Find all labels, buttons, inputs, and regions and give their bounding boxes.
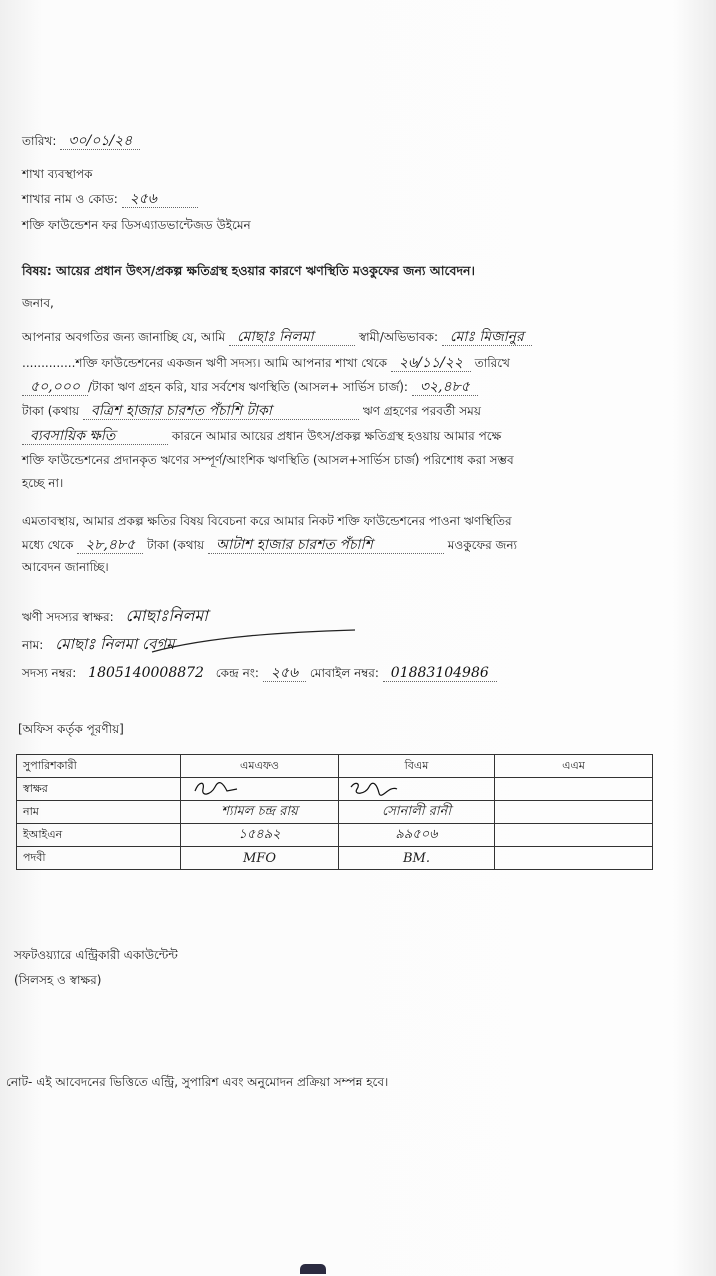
letter-line-3 xyxy=(22,378,478,396)
guardian-label: স্বামী/অভিভাবক: xyxy=(358,330,439,344)
column-header: বিএম xyxy=(339,755,495,778)
mobile-label: মোবাইল নম্বর: xyxy=(309,666,379,680)
mfo-signature-cell xyxy=(181,778,339,801)
column-header: এমএফও xyxy=(181,755,339,778)
mfo-ein: ১৫৪৯২ xyxy=(181,824,339,847)
letter-line-6: শক্তি ফাউন্ডেশনের প্রদানকৃত ঋণের সম্পূর্ণ/আংশিক ঋণস্থিতি (আসল+সার্ভিস চার্জ) পরিশোধ করা সম্ভব xyxy=(22,453,514,467)
loss-reason: ব্যবসায়িক ক্ষতি xyxy=(22,428,168,445)
letter-line-5 xyxy=(22,427,501,445)
waiver-suffix: মওকুফের জন্য xyxy=(447,538,517,552)
letter-line-4 xyxy=(22,402,481,420)
name-label: নাম: xyxy=(22,638,44,652)
member-number: 1805140008872 xyxy=(88,665,204,681)
guardian-name: মোঃ মিজানুর xyxy=(442,329,532,346)
waiver-words: আটাশ হাজার চারশত পঁচাশি xyxy=(208,537,444,554)
date-line xyxy=(22,132,140,150)
signature-label: ঋণী সদস্যর স্বাক্ষর: xyxy=(22,610,114,624)
member-text: ..............শক্তি ফাউন্ডেশনের একজন ঋণী সদস্য। আমি আপনার শাখা থেকে xyxy=(22,356,388,370)
row-label: ইআইএন xyxy=(17,824,181,847)
bm-signature-cell xyxy=(339,778,495,801)
branch-label: শাখার নাম ও কোড: xyxy=(22,192,118,206)
loan-date: ২৬/১১/২২ xyxy=(391,355,471,372)
applicant-name: মোছাঃ নিলমা xyxy=(229,329,355,346)
member-signature: মোছাঃনিলমা xyxy=(125,606,208,625)
loan-amount: ৫০,০০০ xyxy=(22,379,88,396)
letter-line-2 xyxy=(22,354,510,372)
table-row xyxy=(17,847,653,870)
table-row xyxy=(17,778,653,801)
salutation: জনাব, xyxy=(22,296,54,310)
words-label: টাকা (কথায় xyxy=(22,404,80,418)
date-suffix: তারিখে xyxy=(474,356,510,370)
bm-name: সোনালী রানী xyxy=(339,801,495,824)
from-label: মধ্যে থেকে xyxy=(22,538,74,552)
waiver-amount: ২৮,৪৮৫ xyxy=(77,537,143,554)
member-number-label: সদস্য নম্বর: xyxy=(22,666,77,680)
bm-designation: BM. xyxy=(339,847,495,870)
pen-stroke-decoration xyxy=(150,622,360,662)
outstanding-amount: ৩২,৪৮৫ xyxy=(412,379,478,396)
mfo-designation: MFO xyxy=(181,847,339,870)
table-header-row xyxy=(17,755,653,778)
row-label: পদবী xyxy=(17,847,181,870)
loan-text: /টাকা ঋণ গ্রহন করি, যার সর্বশেষ ঋণস্থিতি (আসল+ সার্ভিস চার্জ): xyxy=(87,380,408,394)
center-label: কেন্দ্র নং: xyxy=(215,666,259,680)
table-row xyxy=(17,824,653,847)
member-name: মোছাঃ নিলমা বেগম xyxy=(55,635,175,653)
date-value: ৩০/০১/২৪ xyxy=(60,133,140,150)
date-label: তারিখ: xyxy=(22,134,57,148)
branch-line xyxy=(22,190,198,208)
scan-mark xyxy=(300,1264,326,1274)
request-line-3: আবেদন জানাচ্ছি। xyxy=(22,560,109,574)
subject-line: বিষয়: আয়ের প্রধান উৎস/প্রকল্প ক্ষতিগ্রস্থ হওয়ার কারণে ঋণস্থিতি মওকুফের জন্য আবেদন। xyxy=(22,263,475,278)
after-words-text: ঋণ গ্রহণের পরবর্তী সময় xyxy=(362,404,481,418)
bm-ein: ৯৯৫০৬ xyxy=(339,824,495,847)
bm-signature xyxy=(345,779,405,797)
column-header: সুপারিশকারী xyxy=(17,755,181,778)
addressee: শাখা ব্যবস্থাপক xyxy=(22,167,93,181)
recommendation-table xyxy=(16,754,653,870)
reason-suffix: কারনে আমার আয়ের প্রধান উৎস/প্রকল্প ক্ষতিগ্রস্থ হওয়ায় আমার পক্ষে xyxy=(171,429,502,443)
letter-line-7: হচ্ছে না। xyxy=(22,476,64,490)
request-line-2 xyxy=(22,536,517,554)
mfo-signature xyxy=(187,779,247,797)
center-number: ২৫৬ xyxy=(263,665,306,682)
accountant-title: সফটওয়্যারে এন্ট্রিকারী একাউন্টেন্ট xyxy=(14,948,178,962)
am-signature-cell xyxy=(495,778,653,801)
column-header: এএম xyxy=(495,755,653,778)
am-ein xyxy=(495,824,653,847)
branch-value: ২৫৬ xyxy=(122,191,198,208)
member-number-line xyxy=(22,664,497,682)
intro-text: আপনার অবগতির জন্য জানাচ্ছি যে, আমি xyxy=(22,330,226,344)
accountant-subtitle: (সিলসহ ও স্বাক্ষর) xyxy=(14,973,102,987)
taka-words-label: টাকা (কথায় xyxy=(146,538,205,552)
outstanding-words: বত্রিশ হাজার চারশত পঁচাশি টাকা xyxy=(83,403,359,420)
request-line-1: এমতাবস্থায়, আমার প্রকল্প ক্ষতির বিষয় বিবেচনা করে আমার নিকট শক্তি ফাউন্ডেশনের পাওনা ঋণস্থিতির xyxy=(22,514,512,528)
mfo-name: শ্যামল চন্দ্র রায় xyxy=(181,801,339,824)
organization-name: শক্তি ফাউন্ডেশন ফর ডিসএ্যাডভান্টেজড উইমেন xyxy=(22,218,251,232)
am-designation xyxy=(495,847,653,870)
process-note: নোট- এই আবেদনের ভিত্তিতে এন্ট্রি, সুপারিশ এবং অনুমোদন প্রক্রিয়া সম্পন্ন হবে। xyxy=(6,1075,389,1089)
am-name xyxy=(495,801,653,824)
row-label: নাম xyxy=(17,801,181,824)
row-label: স্বাক্ষর xyxy=(17,778,181,801)
letter-line-1 xyxy=(22,328,532,346)
office-use-title: [অফিস কর্তৃক পূরণীয়] xyxy=(18,722,124,736)
mobile-number: 01883104986 xyxy=(383,665,497,682)
table-row xyxy=(17,801,653,824)
